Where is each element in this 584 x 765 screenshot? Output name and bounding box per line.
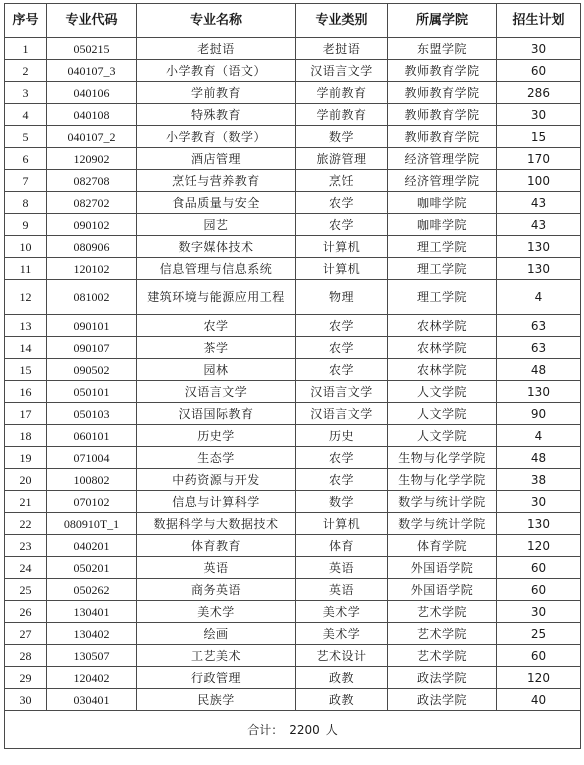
major-name-cell: 生态学 <box>137 447 296 469</box>
enrollment-plan-cell: 40 <box>497 689 581 711</box>
major-code-cell: 080910T_1 <box>47 513 137 535</box>
table-row <box>5 579 581 601</box>
major-category-cell: 物理 <box>296 280 388 315</box>
table-row <box>5 148 581 170</box>
enrollment-plan-cell: 30 <box>497 491 581 513</box>
index-cell: 29 <box>5 667 47 689</box>
table-row <box>5 469 581 491</box>
college-cell: 艺术学院 <box>388 601 497 623</box>
college-cell: 农林学院 <box>388 359 497 381</box>
index-cell: 19 <box>5 447 47 469</box>
college-cell: 农林学院 <box>388 337 497 359</box>
enrollment-plan-cell: 130 <box>497 236 581 258</box>
major-category-cell: 学前教育 <box>296 104 388 126</box>
college-cell: 教师教育学院 <box>388 60 497 82</box>
index-cell: 16 <box>5 381 47 403</box>
table-row <box>5 623 581 645</box>
major-category-cell: 数学 <box>296 491 388 513</box>
enrollment-plan-cell: 170 <box>497 148 581 170</box>
college-cell: 咖啡学院 <box>388 214 497 236</box>
table-row <box>5 535 581 557</box>
major-code-cell: 120102 <box>47 258 137 280</box>
index-cell: 1 <box>5 38 47 60</box>
major-code-cell: 050262 <box>47 579 137 601</box>
header-enrollment-plan: 招生计划 <box>497 4 581 38</box>
major-code-cell: 050201 <box>47 557 137 579</box>
table-row <box>5 170 581 192</box>
enrollment-plan-cell: 38 <box>497 469 581 491</box>
major-name-cell: 绘画 <box>137 623 296 645</box>
major-category-cell: 烹饪 <box>296 170 388 192</box>
header-major-code: 专业代码 <box>47 4 137 38</box>
major-code-cell: 040108 <box>47 104 137 126</box>
enrollment-plan-cell: 43 <box>497 192 581 214</box>
enrollment-plan-cell: 60 <box>497 60 581 82</box>
college-cell: 生物与化学学院 <box>388 469 497 491</box>
enrollment-plan-cell: 60 <box>497 557 581 579</box>
major-code-cell: 130507 <box>47 645 137 667</box>
major-name-cell: 数字媒体技术 <box>137 236 296 258</box>
index-cell: 20 <box>5 469 47 491</box>
enrollment-plan-cell: 120 <box>497 535 581 557</box>
college-cell: 经济管理学院 <box>388 170 497 192</box>
enrollment-plan-cell: 60 <box>497 579 581 601</box>
table-body <box>5 38 581 711</box>
table-header-row <box>5 4 581 38</box>
enrollment-plan-cell: 60 <box>497 645 581 667</box>
major-name-cell: 信息与计算科学 <box>137 491 296 513</box>
table-row <box>5 491 581 513</box>
major-code-cell: 090102 <box>47 214 137 236</box>
enrollment-plan-cell: 4 <box>497 280 581 315</box>
college-cell: 教师教育学院 <box>388 104 497 126</box>
major-category-cell: 农学 <box>296 337 388 359</box>
college-cell: 政法学院 <box>388 689 497 711</box>
major-category-cell: 学前教育 <box>296 82 388 104</box>
index-cell: 23 <box>5 535 47 557</box>
table-row <box>5 126 581 148</box>
enrollment-plan-table <box>4 3 581 749</box>
major-category-cell: 艺术设计 <box>296 645 388 667</box>
index-cell: 5 <box>5 126 47 148</box>
header-index: 序号 <box>5 4 47 38</box>
major-name-cell: 体育教育 <box>137 535 296 557</box>
college-cell: 政法学院 <box>388 667 497 689</box>
table-row <box>5 60 581 82</box>
college-cell: 数学与统计学院 <box>388 491 497 513</box>
major-category-cell: 体育 <box>296 535 388 557</box>
table-row <box>5 689 581 711</box>
college-cell: 人文学院 <box>388 425 497 447</box>
major-name-cell: 信息管理与信息系统 <box>137 258 296 280</box>
major-code-cell: 050101 <box>47 381 137 403</box>
enrollment-plan-cell: 63 <box>497 315 581 337</box>
major-name-cell: 食品质量与安全 <box>137 192 296 214</box>
enrollment-plan-cell: 90 <box>497 403 581 425</box>
enrollment-plan-cell: 48 <box>497 447 581 469</box>
enrollment-plan-cell: 120 <box>497 667 581 689</box>
index-cell: 26 <box>5 601 47 623</box>
major-name-cell: 酒店管理 <box>137 148 296 170</box>
major-name-cell: 老挝语 <box>137 38 296 60</box>
major-name-cell: 园艺 <box>137 214 296 236</box>
college-cell: 生物与化学学院 <box>388 447 497 469</box>
college-cell: 外国语学院 <box>388 557 497 579</box>
college-cell: 咖啡学院 <box>388 192 497 214</box>
major-code-cell: 090107 <box>47 337 137 359</box>
college-cell: 东盟学院 <box>388 38 497 60</box>
major-category-cell: 农学 <box>296 192 388 214</box>
table-row <box>5 447 581 469</box>
table-row <box>5 337 581 359</box>
table-row <box>5 38 581 60</box>
total-value: 2200 <box>289 722 320 737</box>
major-name-cell: 行政管理 <box>137 667 296 689</box>
major-code-cell: 120402 <box>47 667 137 689</box>
major-name-cell: 烹饪与营养教育 <box>137 170 296 192</box>
index-cell: 21 <box>5 491 47 513</box>
major-code-cell: 040107_2 <box>47 126 137 148</box>
table-row <box>5 192 581 214</box>
major-category-cell: 农学 <box>296 214 388 236</box>
table-row <box>5 601 581 623</box>
total-unit: 人 <box>325 722 338 737</box>
major-code-cell: 082702 <box>47 192 137 214</box>
index-cell: 10 <box>5 236 47 258</box>
index-cell: 25 <box>5 579 47 601</box>
college-cell: 理工学院 <box>388 280 497 315</box>
enrollment-plan-cell: 286 <box>497 82 581 104</box>
major-category-cell: 英语 <box>296 579 388 601</box>
table-row <box>5 359 581 381</box>
major-category-cell: 农学 <box>296 359 388 381</box>
major-category-cell: 汉语言文学 <box>296 60 388 82</box>
major-name-cell: 历史学 <box>137 425 296 447</box>
index-cell: 15 <box>5 359 47 381</box>
index-cell: 9 <box>5 214 47 236</box>
major-category-cell: 计算机 <box>296 236 388 258</box>
index-cell: 17 <box>5 403 47 425</box>
major-category-cell: 汉语言文学 <box>296 403 388 425</box>
index-cell: 11 <box>5 258 47 280</box>
enrollment-plan-cell: 48 <box>497 359 581 381</box>
major-code-cell: 081002 <box>47 280 137 315</box>
major-name-cell: 汉语言文学 <box>137 381 296 403</box>
index-cell: 30 <box>5 689 47 711</box>
enrollment-plan-cell: 43 <box>497 214 581 236</box>
major-category-cell: 美术学 <box>296 601 388 623</box>
major-name-cell: 农学 <box>137 315 296 337</box>
major-category-cell: 汉语言文学 <box>296 381 388 403</box>
major-category-cell: 历史 <box>296 425 388 447</box>
college-cell: 理工学院 <box>388 236 497 258</box>
enrollment-plan-cell: 30 <box>497 601 581 623</box>
major-code-cell: 060101 <box>47 425 137 447</box>
college-cell: 人文学院 <box>388 381 497 403</box>
enrollment-plan-cell: 130 <box>497 381 581 403</box>
major-category-cell: 农学 <box>296 469 388 491</box>
major-code-cell: 070102 <box>47 491 137 513</box>
major-category-cell: 旅游管理 <box>296 148 388 170</box>
index-cell: 24 <box>5 557 47 579</box>
major-name-cell: 茶学 <box>137 337 296 359</box>
index-cell: 28 <box>5 645 47 667</box>
header-major-category: 专业类别 <box>296 4 388 38</box>
major-code-cell: 090101 <box>47 315 137 337</box>
major-code-cell: 080906 <box>47 236 137 258</box>
major-name-cell: 建筑环境与能源应用工程 <box>137 280 296 315</box>
index-cell: 27 <box>5 623 47 645</box>
major-name-cell: 数据科学与大数据技术 <box>137 513 296 535</box>
table-row <box>5 403 581 425</box>
enrollment-plan-cell: 30 <box>497 104 581 126</box>
major-category-cell: 计算机 <box>296 513 388 535</box>
major-code-cell: 090502 <box>47 359 137 381</box>
major-name-cell: 学前教育 <box>137 82 296 104</box>
enrollment-plan-cell: 130 <box>497 258 581 280</box>
table-row <box>5 381 581 403</box>
index-cell: 7 <box>5 170 47 192</box>
index-cell: 6 <box>5 148 47 170</box>
major-category-cell: 政教 <box>296 667 388 689</box>
index-cell: 22 <box>5 513 47 535</box>
major-code-cell: 040107_3 <box>47 60 137 82</box>
major-name-cell: 特殊教育 <box>137 104 296 126</box>
major-code-cell: 130401 <box>47 601 137 623</box>
major-category-cell: 农学 <box>296 447 388 469</box>
index-cell: 8 <box>5 192 47 214</box>
major-name-cell: 英语 <box>137 557 296 579</box>
index-cell: 12 <box>5 280 47 315</box>
major-category-cell: 数学 <box>296 126 388 148</box>
index-cell: 14 <box>5 337 47 359</box>
index-cell: 18 <box>5 425 47 447</box>
major-category-cell: 老挝语 <box>296 38 388 60</box>
table-row <box>5 513 581 535</box>
table-row <box>5 82 581 104</box>
major-code-cell: 050103 <box>47 403 137 425</box>
major-category-cell: 英语 <box>296 557 388 579</box>
table-row <box>5 645 581 667</box>
major-name-cell: 商务英语 <box>137 579 296 601</box>
index-cell: 4 <box>5 104 47 126</box>
college-cell: 外国语学院 <box>388 579 497 601</box>
major-code-cell: 120902 <box>47 148 137 170</box>
total-row <box>5 711 581 749</box>
enrollment-plan-cell: 63 <box>497 337 581 359</box>
header-college: 所属学院 <box>388 4 497 38</box>
college-cell: 农林学院 <box>388 315 497 337</box>
major-category-cell: 计算机 <box>296 258 388 280</box>
enrollment-plan-cell: 100 <box>497 170 581 192</box>
table-row <box>5 280 581 315</box>
enrollment-plan-cell: 4 <box>497 425 581 447</box>
table-row <box>5 258 581 280</box>
enrollment-plan-cell: 15 <box>497 126 581 148</box>
college-cell: 数学与统计学院 <box>388 513 497 535</box>
major-name-cell: 美术学 <box>137 601 296 623</box>
index-cell: 3 <box>5 82 47 104</box>
index-cell: 13 <box>5 315 47 337</box>
college-cell: 经济管理学院 <box>388 148 497 170</box>
major-name-cell: 园林 <box>137 359 296 381</box>
major-code-cell: 050215 <box>47 38 137 60</box>
major-name-cell: 民族学 <box>137 689 296 711</box>
major-category-cell: 政教 <box>296 689 388 711</box>
total-label: 合计： <box>247 722 284 737</box>
major-code-cell: 130402 <box>47 623 137 645</box>
major-name-cell: 小学教育（语文） <box>137 60 296 82</box>
header-major-name: 专业名称 <box>137 4 296 38</box>
table-row <box>5 104 581 126</box>
total-cell <box>5 711 581 749</box>
major-category-cell: 美术学 <box>296 623 388 645</box>
major-category-cell: 农学 <box>296 315 388 337</box>
table-row <box>5 557 581 579</box>
major-code-cell: 040106 <box>47 82 137 104</box>
major-code-cell: 082708 <box>47 170 137 192</box>
college-cell: 体育学院 <box>388 535 497 557</box>
table-row <box>5 315 581 337</box>
enrollment-plan-cell: 25 <box>497 623 581 645</box>
table-row <box>5 214 581 236</box>
college-cell: 艺术学院 <box>388 623 497 645</box>
college-cell: 艺术学院 <box>388 645 497 667</box>
major-code-cell: 040201 <box>47 535 137 557</box>
enrollment-plan-cell: 130 <box>497 513 581 535</box>
major-code-cell: 100802 <box>47 469 137 491</box>
college-cell: 教师教育学院 <box>388 126 497 148</box>
major-name-cell: 小学教育（数学） <box>137 126 296 148</box>
major-name-cell: 工艺美术 <box>137 645 296 667</box>
major-code-cell: 071004 <box>47 447 137 469</box>
college-cell: 教师教育学院 <box>388 82 497 104</box>
major-name-cell: 中药资源与开发 <box>137 469 296 491</box>
college-cell: 人文学院 <box>388 403 497 425</box>
table-row <box>5 667 581 689</box>
major-name-cell: 汉语国际教育 <box>137 403 296 425</box>
major-code-cell: 030401 <box>47 689 137 711</box>
table-row <box>5 425 581 447</box>
table-row <box>5 236 581 258</box>
index-cell: 2 <box>5 60 47 82</box>
college-cell: 理工学院 <box>388 258 497 280</box>
enrollment-plan-cell: 30 <box>497 38 581 60</box>
